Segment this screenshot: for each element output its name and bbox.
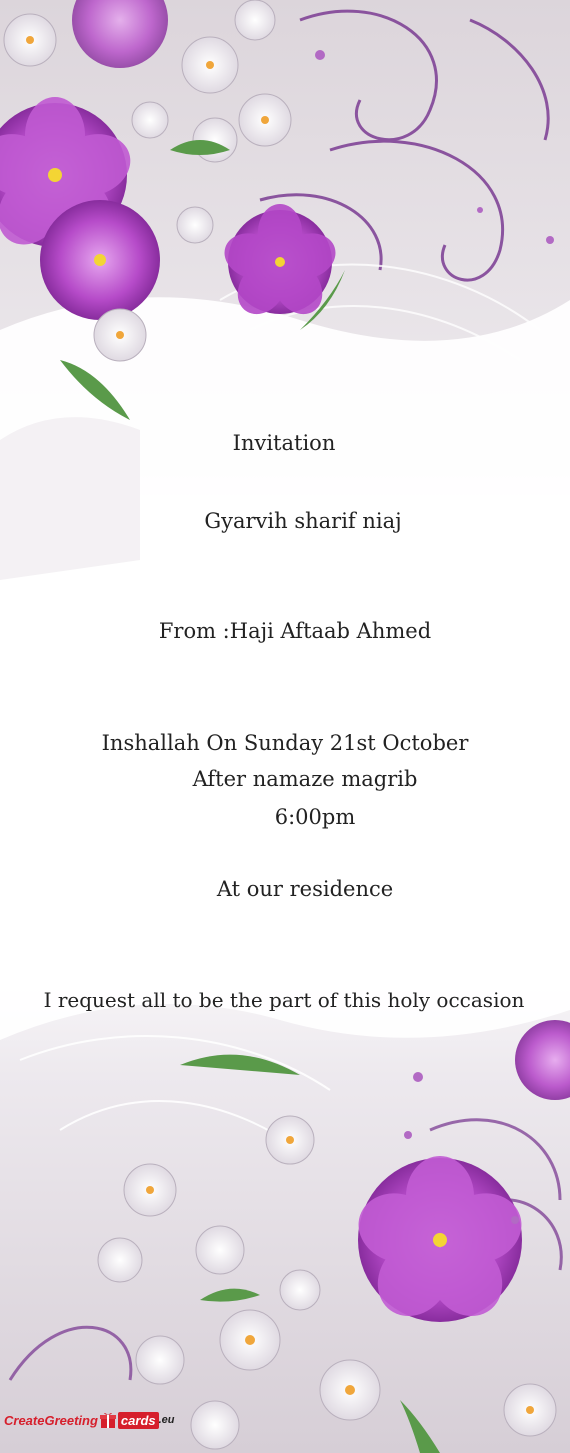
from-line: From :Haji Aftaab Ahmed — [158, 619, 432, 643]
after-line: After namaze magrib — [192, 767, 418, 791]
date-line: Inshallah On Sunday 21st October — [101, 731, 469, 755]
venue-line: At our residence — [216, 877, 394, 901]
watermark-logo[interactable] — [4, 1411, 175, 1429]
brand-tld: .eu — [158, 1414, 175, 1426]
time-line: 6:00pm — [274, 805, 356, 829]
gift-icon — [99, 1411, 117, 1429]
invitation-title: Invitation — [232, 431, 336, 455]
event-name: Gyarvih sharif niaj — [204, 509, 402, 533]
brand-right: cards — [118, 1412, 159, 1429]
request-line: I request all to be the part of this holy occasion — [43, 988, 525, 1012]
brand-left: CreateGreeting — [4, 1412, 98, 1428]
